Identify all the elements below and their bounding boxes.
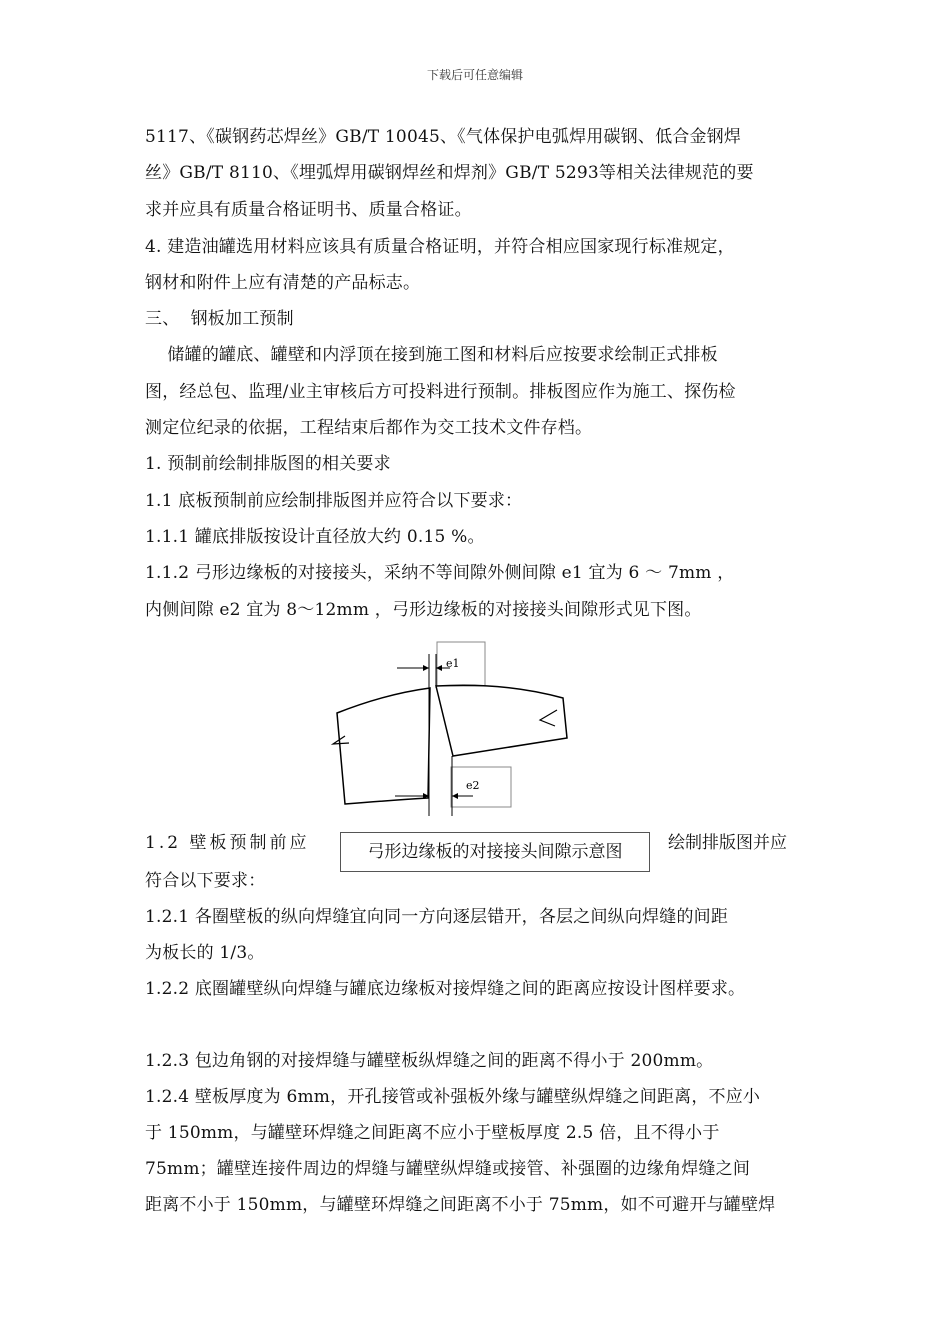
e2-arrow-right (452, 793, 458, 799)
wrapped-text-left: 1.2 壁板预制前应 (145, 833, 310, 853)
text-line: 测定位纪录的依据，工程结束后都作为交工技术文件存档。 (145, 418, 593, 438)
text-line: 图，经总包、监理/业主审核后方可投料进行预制。排板图应作为施工、探伤检 (145, 382, 736, 402)
left-break-mark (333, 736, 349, 744)
page-header: 下载后可任意编辑 (426, 68, 523, 82)
wrapped-text-right: 绘制排版图并应 (668, 833, 787, 853)
text-line: 为板长的 1/3。 (145, 943, 265, 963)
text-line: 钢材和附件上应有清楚的产品标志。 (145, 273, 421, 293)
text-line: 1.1.2 弓形边缘板的对接接头，采纳不等间隙外侧间隙 e1 宜为 6 ～ 7mm ， (145, 563, 735, 583)
right-break-mark (540, 710, 557, 726)
e1-arrow-left (423, 665, 429, 671)
text-line: 1.2.2 底圈罐壁纵向焊缝与罐底边缘板对接焊缝之间的距离应按设计图样要求。 (145, 979, 746, 999)
figure-caption: 弓形边缘板的对接接头间隙示意图 (340, 832, 650, 872)
section-heading: 三、 钢板加工预制 (145, 309, 294, 329)
text-line: 5117、《碳钢药芯焊丝》GB/T 10045、《气体保护电弧焊用碳钢、低合金钢焊 (145, 127, 742, 147)
text-line: 1.1.1 罐底排版按设计直径放大约 0.15 %。 (145, 527, 485, 547)
text-line: 距离不小于 150mm，与罐壁环焊缝之间距离不小于 75mm，如不可避开与罐壁焊 (145, 1195, 776, 1215)
left-plate (337, 688, 430, 804)
e1-label: e1 (446, 657, 460, 670)
e2-label-box (451, 767, 511, 807)
text-line: 1.2.1 各圈壁板的纵向焊缝宜向同一方向逐层错开，各层之间纵向焊缝的间距 (145, 907, 729, 927)
text-line: 于 150mm，与罐壁环焊缝之间距离不应小于壁板厚度 2.5 倍，且不得小于 (145, 1123, 720, 1143)
text-line: 储罐的罐底、罐壁和内浮顶在接到施工图和材料后应按要求绘制正式排板 (145, 345, 718, 365)
e2-label: e2 (466, 779, 480, 792)
text-line: 4. 建造油罐选用材料应该具有质量合格证明，并符合相应国家现行标准规定， (145, 237, 735, 257)
text-line: 丝》GB/T 8110、《埋弧焊用碳钢焊丝和焊剂》GB/T 5293等相关法律规范的要 (145, 163, 754, 183)
joint-gap-diagram (325, 636, 575, 816)
text-line: 内侧间隙 e2 宜为 8～12mm ，弓形边缘板的对接接头间隙形式见下图。 (145, 600, 702, 620)
subheading: 1. 预制前绘制排版图的相关要求 (145, 454, 391, 474)
text-line: 求并应具有质量合格证明书、质量合格证。 (145, 200, 472, 220)
text-line: 1.1 底板预制前应绘制排版图并应符合以下要求： (145, 491, 523, 511)
text-line: 符合以下要求： (145, 871, 266, 891)
text-line: 1.2.4 壁板厚度为 6mm，开孔接管或补强板外缘与罐壁纵焊缝之间距离，不应小 (145, 1087, 761, 1107)
text-line: 75mm；罐壁连接件周边的焊缝与罐壁纵焊缝或接管、补强圈的边缘角焊缝之间 (145, 1159, 751, 1179)
right-plate (436, 685, 567, 756)
text-line: 1.2.3 包边角钢的对接焊缝与罐壁板纵焊缝之间的距离不得小于 200mm。 (145, 1051, 714, 1071)
e1-label-box (437, 642, 485, 686)
